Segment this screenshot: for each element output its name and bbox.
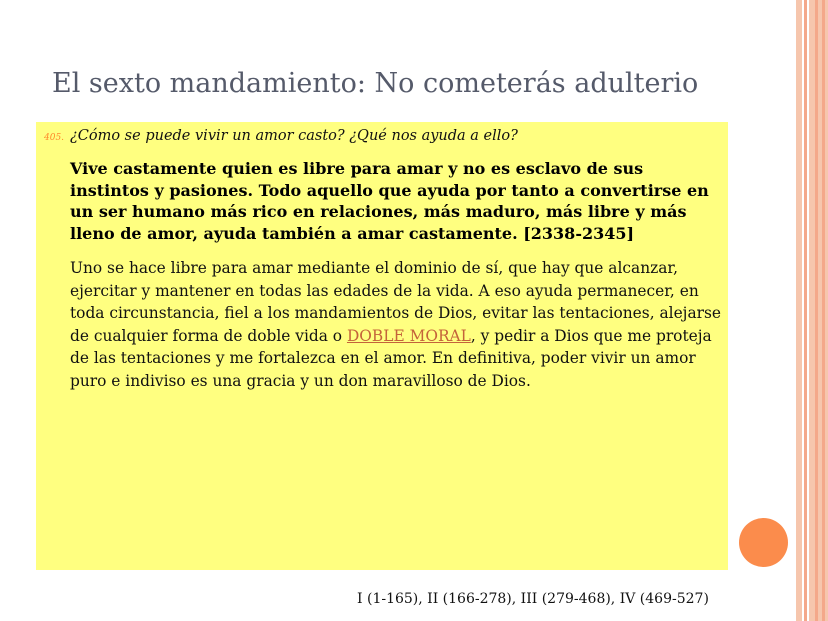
decor-stripe-1	[796, 0, 802, 621]
question-number: 405.	[44, 133, 65, 143]
decor-stripe-5	[822, 0, 825, 621]
orange-circle-decoration	[739, 518, 788, 567]
footer-references: I (1-165), II (166-278), III (279-468), IV (469-527)	[357, 591, 709, 607]
decor-stripe-4	[815, 0, 818, 621]
content-panel	[36, 122, 728, 570]
answer-body-text-continued: , y pedir a Dios que me proteja de las tentaciones y me fortalezca en el amor. En definitiva, poder vivir un amor puro e indiviso es una gracia y un don maravilloso de Dios.	[70, 326, 712, 390]
decor-stripe-2	[804, 0, 807, 621]
answer-summary: Vive castamente quien es libre para amar y no es esclavo de sus instintos y pasiones. Todo aquello que ayuda por tanto a convertirse en un ser humano más rico en relaciones, más maduro, más libre y más lleno de amor, ayuda también a amar castamente. [2338-2345]	[70, 159, 709, 243]
doble-moral-link[interactable]: DOBLE MORAL	[346, 326, 471, 345]
decor-stripe-3	[809, 0, 828, 621]
slide-title: El sexto mandamiento: No cometerás adulterio	[52, 68, 699, 99]
answer-body-text: Uno se hace libre para amar mediante el dominio de sí, que hay que alcanzar, ejercitar y mantener en todas las edades de la vida. A eso ayuda permanecer, en toda circunstancia, fiel a los mandamientos de Dios, evitar las tentaciones, alejarse de cualquier forma de doble vida o	[70, 259, 721, 345]
question-text: ¿Cómo se puede vivir un amor casto? ¿Qué nos ayuda a ello?	[70, 128, 518, 144]
answer-body	[70, 257, 728, 392]
